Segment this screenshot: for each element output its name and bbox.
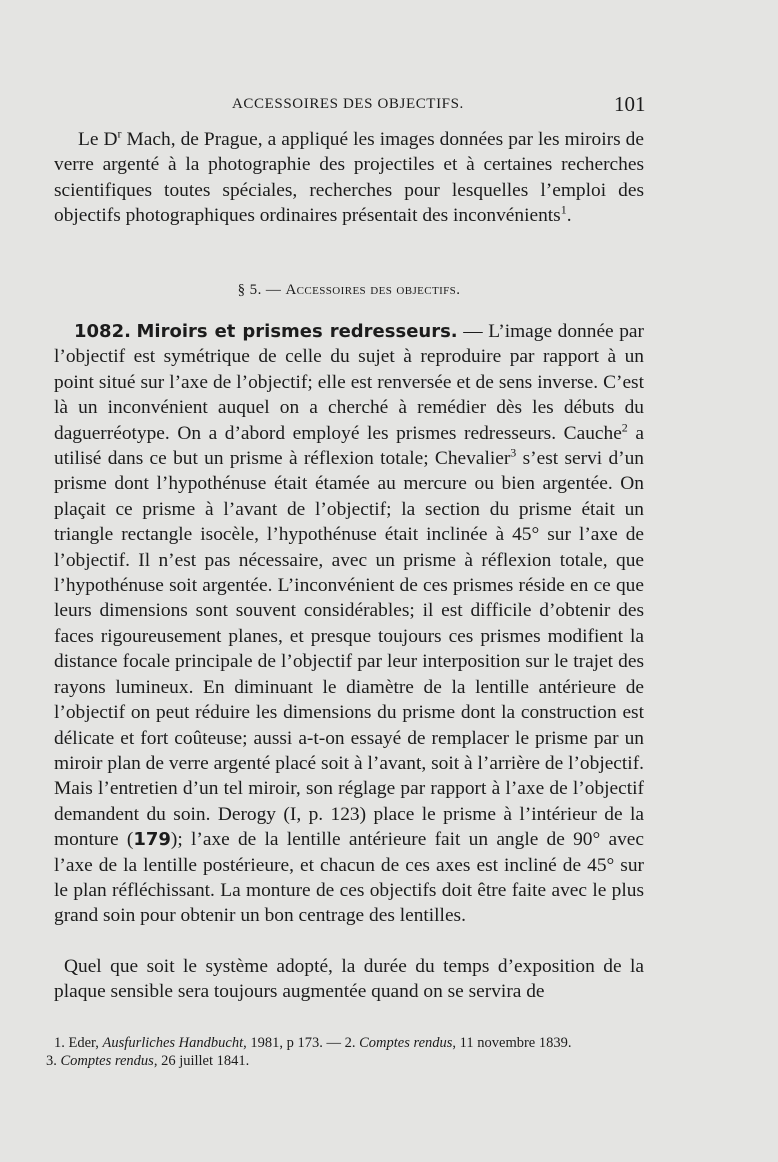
footnote-text: , 26 juillet 1841. [153, 1053, 250, 1069]
article-heading: Miroirs et prismes redresseurs. [136, 321, 458, 342]
footnote-title: Ausfurliches Handbucht [102, 1035, 244, 1051]
footnote-ref-2: 2 [621, 420, 628, 435]
section-title: Accessoires des objectifs. [285, 282, 461, 298]
text-segment: a utilisé dans ce but un prisme à réflexion totale; Chevalier [54, 422, 644, 470]
page-number: 101 [614, 92, 646, 116]
text-segment: ); l’axe de la lentille antérieure fait un angle de 90° avec l’axe de la lentille postérieure, et chacun de ces axes est incliné de 45° sur le plan réfléchissant. La monture de ces objectifs doit être faite avec le plus grand soin pour obtenir un bon centrage des lentilles. [54, 829, 644, 927]
article-number: 1082. [74, 321, 131, 342]
paragraph-mach [54, 127, 644, 229]
text-segment: — L’image donnée par l’objectif est symétrique de celle du sujet à reproduire par rapport à un point situé sur l’axe de l’objectif; elle est renversée et de sens inverse. C’est là un inconvénient auquel on a cherché à remédier dès les débuts du daguerréotype. On a d’abord employé les prismes redresseurs. Cauche [54, 321, 644, 444]
footnote-line-1 [46, 1034, 646, 1052]
footnote-text: 1. Eder, [54, 1035, 103, 1051]
footnote-ref-1: 1 [560, 202, 567, 217]
text-segment: . [566, 205, 572, 227]
footnote-title: Comptes rendus [359, 1035, 453, 1051]
footnote-text: , 1981, p 173. — 2. [243, 1035, 360, 1051]
footnote-ref-3: 3 [510, 445, 517, 460]
running-title: ACCESSOIRES DES OBJECTIFS. [232, 96, 464, 112]
text-segment: Mach, de Prague, a appliqué les images données par les miroirs de verre argenté à la photographie des projectiles et à certaines recherches scientifiques toutes spéciales, recherches pour lesquelles l’emploi des objectifs photographiques ordinaires présentait des inconvénients [54, 129, 644, 227]
text-segment: Le D [78, 129, 118, 150]
footnote-text: , 11 novembre 1839. [452, 1035, 572, 1051]
section-mark: § 5. — [237, 282, 286, 298]
page-header [0, 92, 778, 118]
paragraph-exposure: Quel que soit le système adopté, la durée du temps d’exposition de la plaque sensible sera toujours augmentée quand on se servira de [54, 956, 644, 1003]
superscript-r: r [117, 126, 122, 141]
footnote-line-2 [46, 1052, 646, 1070]
footnote-text: 3. [46, 1053, 61, 1069]
footnotes [46, 1034, 646, 1070]
footnote-title: Comptes rendus [60, 1053, 154, 1069]
section-heading [54, 282, 644, 299]
text-segment: s’est servi d’un prisme dont l’hypothénuse était étamée au mercure ou bien argentée. On plaçait ce prisme à l’avant de l’objectif; la section du prisme était un triangle rectangle isocèle, l’hypothénuse était inclinée à 45° sur l’axe de l’objectif. Il n’est pas nécessaire, avec un prisme à réflexion totale, que l’hypothénuse soit argentée. L’inconvénient de ces prismes réside en ce que leurs dimensions sont souvent considérables; il est difficile d’obtenir des faces rigoureusement planes, et presque toujours ces prismes modifient la distance focale principale de l’objectif par leur interposition sur le trajet des rayons lumineux. En diminuant le diamètre de la lentille antérieure de l’objectif on peut réduire les dimensions du prisme dont la construction est délicate et fort coûteuse; aussi a-t-on essayé de remplacer le prisme par un miroir plan de verre argenté placé soit à l’avant, soit à l’arrière de l’objectif. Mais l’entretien d’un tel miroir, son réglage par rapport à l’axe de l’objectif demandent du soin. Derogy (I, p. 123) place le prisme à l’intérieur de la monture ( [54, 448, 644, 851]
cross-reference: 179 [133, 829, 171, 851]
paragraph-1082 [54, 319, 644, 929]
